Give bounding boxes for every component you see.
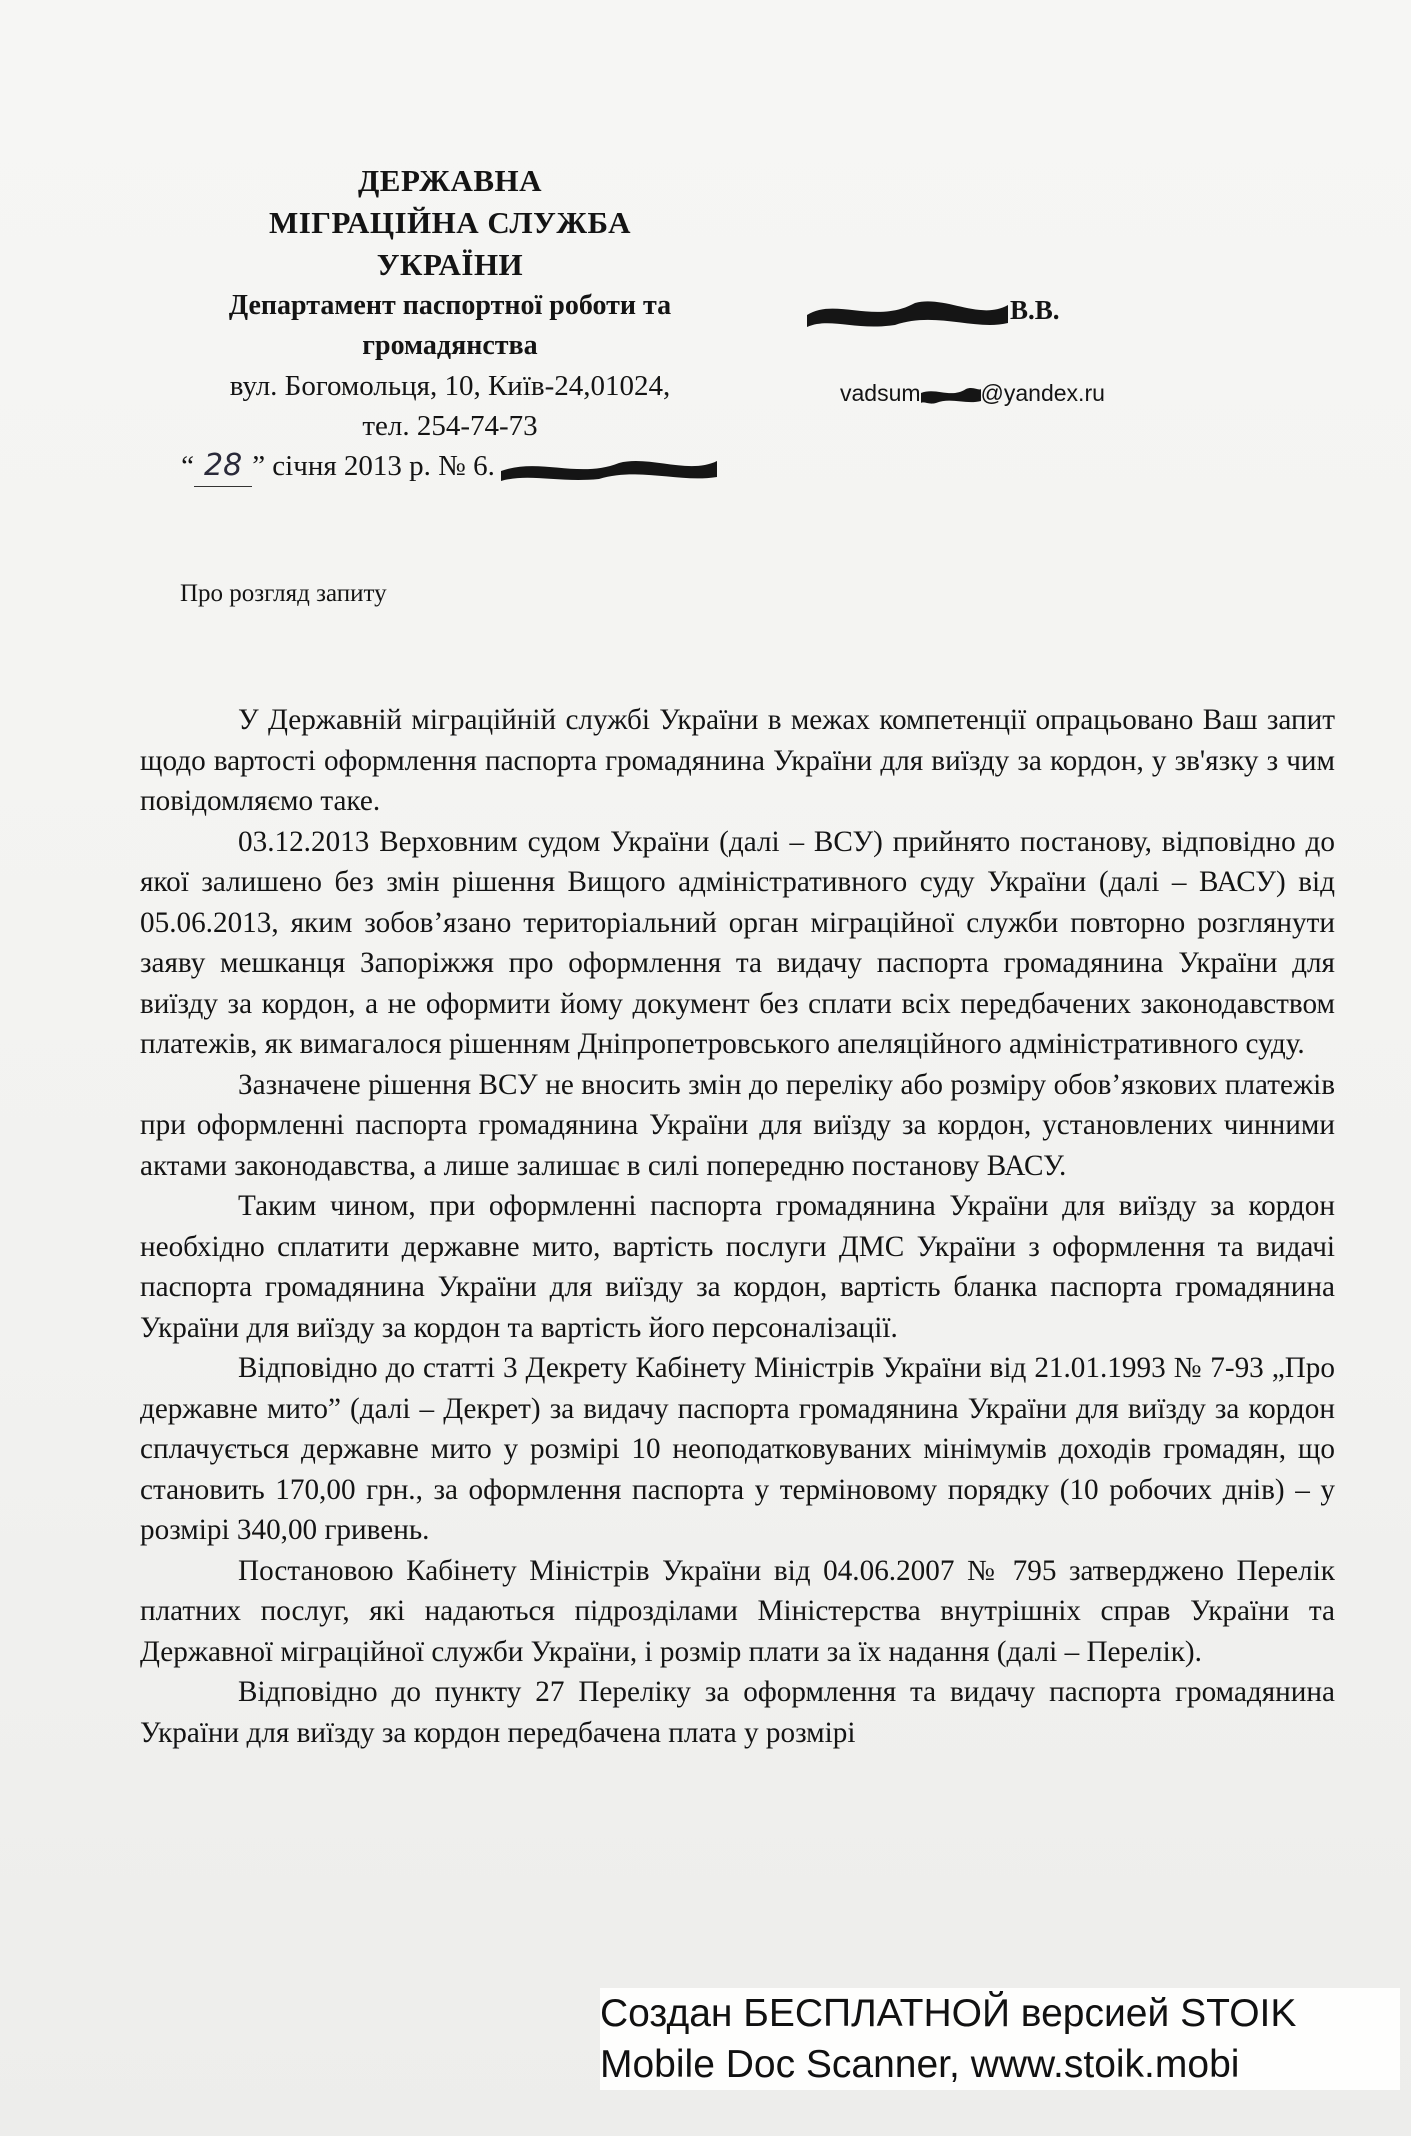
org-name-line3: УКРАЇНИ (376, 247, 524, 282)
body-paragraph: Відповідно до пункту 27 Переліку за оформлення та видачу паспорта громадянина України для виїзду за кордон передбачена плата у розмірі (140, 1676, 1335, 1749)
doc-number: 6. (473, 450, 495, 482)
watermark-line2: Mobile Doc Scanner, www.stoik.mobi (600, 2043, 1240, 2086)
department-line2: громадянства (362, 330, 538, 361)
recipient-email (840, 380, 1105, 407)
letter-body (140, 700, 1335, 1753)
date-rest: ” січня 2013 р. № (252, 450, 466, 482)
body-paragraph: Відповідно до статті 3 Декрету Кабінету Міністрів України від 21.01.1993 № 7-93 „Про державне мито” (далі – Декрет) за видачу паспорта громадянина України для виїзду за кордон сплачується державне мито у розмірі 10 неоподатковуваних мінімумів доходів громадян, що становить 170,00 грн., за оформлення паспорта у терміновому порядку (10 робочих днів) – у розмірі 340,00 гривень. (140, 1352, 1335, 1546)
recipient-initials: В.В. (1010, 295, 1060, 326)
redaction-scribble-number (499, 453, 719, 483)
body-paragraph: У Державній міграційній службі України в межах компетенції опрацьовано Ваш запит щодо вартості оформлення паспорта громадянина України для виїзду за кордон, у зв'язку з чим повідомляємо таке. (140, 704, 1335, 817)
redaction-scribble-email (921, 385, 981, 405)
date-open-quote: “ (181, 450, 194, 482)
address: вул. Богомольця, 10, Київ-24,01024, (229, 370, 671, 402)
date-day-handwritten: 28 (194, 446, 252, 487)
org-name-line1: ДЕРЖАВНА (357, 163, 543, 198)
letter-subject: Про розгляд запиту (180, 580, 387, 607)
org-name-line2: МІГРАЦІЙНА СЛУЖБА (268, 205, 632, 240)
redaction-scribble-name (805, 295, 1010, 331)
recipient-name (805, 295, 1145, 331)
phone: тел. 254-74-73 (362, 410, 538, 442)
watermark-line1: Создан БЕСПЛАТНОЙ версией STOIK (600, 1992, 1297, 2035)
date-and-number (150, 446, 750, 487)
scanner-watermark (600, 1988, 1400, 2090)
body-paragraph: Таким чином, при оформленні паспорта громадянина України для виїзду за кордон необхідно сплатити державне мито, вартість послуги ДМС України з оформлення та видачі паспорта громадянина України для виїзду за кордон, вартість бланка паспорта громадянина України для виїзду за кордон та вартість його персоналізації. (140, 1190, 1335, 1344)
department-line1: Департамент паспортної роботи та (228, 290, 672, 321)
body-paragraph: 03.12.2013 Верховним судом України (далі – ВСУ) прийнято постанову, відповідно до якої залишено без змін рішення Вищого адміністративного суду України (далі – ВАСУ) від 05.06.2013, яким зобов’язано територіальний орган міграційної служби повторно розглянути заяву мешканця Запоріжжя про оформлення та видачу паспорта громадянина України для виїзду за кордон, а не оформити йому документ без сплати всіх передбачених законодавством платежів, як вимагалося рішенням Дніпропетровського апеляційного адміністративного суду. (140, 825, 1335, 1060)
body-paragraph: Постановою Кабінету Міністрів України від 04.06.2007 № 795 затверджено Перелік платних послуг, які надаються підрозділами Міністерства внутрішніх справ України та Державної міграційної служби України, і розмір плати за їх надання (далі – Перелік). (140, 1554, 1335, 1668)
body-paragraph: Зазначене рішення ВСУ не вносить змін до переліку або розміру обов’язкових платежів при оформленні паспорта громадянина України для виїзду за кордон, установлених чинними актами законодавства, а лише залишає в силі попередню постанову ВАСУ. (140, 1068, 1335, 1182)
email-suffix: @yandex.ru (980, 380, 1105, 406)
letterhead (150, 160, 750, 487)
email-prefix: vadsum (840, 380, 921, 406)
